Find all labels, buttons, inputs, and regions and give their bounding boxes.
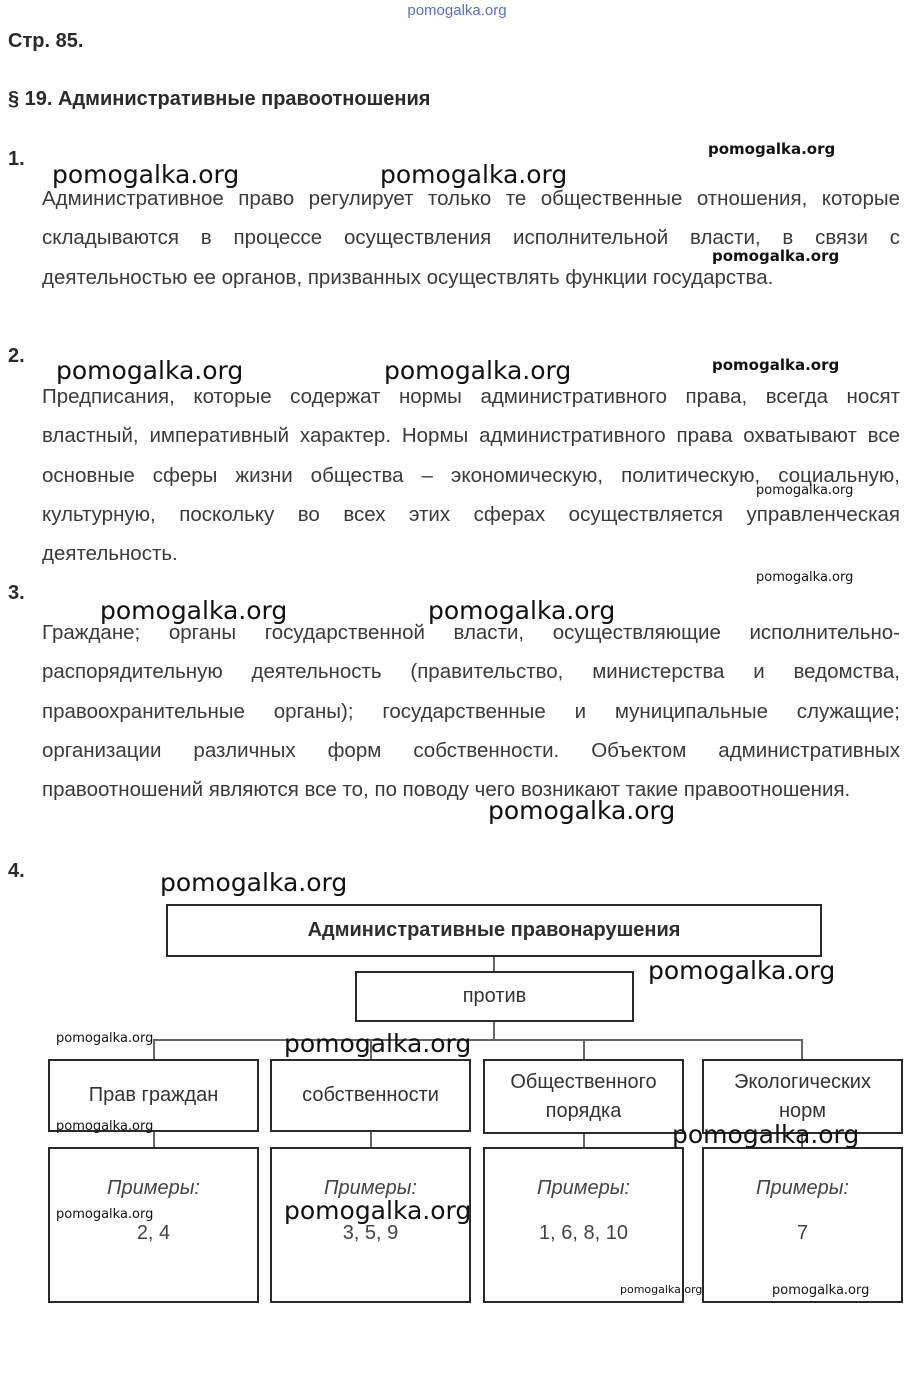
examples-value: 2, 4: [136, 1222, 171, 1244]
watermark: pomogalka.org: [380, 160, 568, 189]
examples-value: 3, 5, 9: [342, 1222, 399, 1244]
answer-number: 1.: [8, 148, 25, 170]
examples-box: [270, 1147, 471, 1303]
watermark: pomogalka.org: [428, 596, 616, 625]
watermark: pomogalka.org: [100, 596, 288, 625]
category-label: собственности: [302, 1084, 439, 1106]
connector-line: [493, 1020, 495, 1040]
category-box: [270, 1059, 471, 1132]
watermark: pomogalka.org: [56, 1207, 154, 1222]
category-label: Прав граждан: [88, 1084, 219, 1106]
examples-box: [483, 1147, 684, 1303]
watermark: pomogalka.org: [756, 570, 854, 585]
answer-number: 4.: [8, 860, 25, 882]
site-header-link[interactable]: pomogalka.org: [407, 2, 507, 19]
answer-text: Предписания, которые содержат нормы административного права, всегда носят властный, императивный характер. Нормы административного права охватывают все основные сферы жизни общества – экономическую, политическую, социальную, культурную, поскольку во всех этих сферах осуществляется управленческая деятельность.: [42, 385, 900, 566]
watermark: pomogalka.org: [672, 1120, 860, 1149]
watermark: pomogalka.org: [708, 140, 836, 158]
watermark: pomogalka.org: [772, 1283, 870, 1298]
watermark: pomogalka.org: [284, 1029, 472, 1058]
examples-label: Примеры:: [756, 1177, 849, 1199]
watermark: pomogalka.org: [56, 1119, 154, 1134]
examples-box: [702, 1147, 903, 1303]
examples-box: [48, 1147, 259, 1303]
watermark: pomogalka.org: [756, 483, 854, 498]
diagram-title: Административные правонарушения: [307, 919, 681, 941]
watermark: pomogalka.org: [384, 356, 572, 385]
watermark: pomogalka.org: [488, 796, 676, 825]
connector-line: [583, 1040, 585, 1060]
category-label: Общественного порядка: [510, 1070, 657, 1122]
category-box: [483, 1059, 684, 1134]
examples-label: Примеры:: [107, 1177, 200, 1199]
watermark: pomogalka.org: [648, 956, 836, 985]
diagram-against-box: [355, 971, 634, 1022]
connector-line: [801, 1040, 803, 1060]
examples-value: 1, 6, 8, 10: [539, 1222, 628, 1244]
watermark: pomogalka.org: [52, 160, 240, 189]
diagram-against: против: [462, 985, 527, 1007]
category-label: Экологических норм: [734, 1070, 871, 1122]
connector-line: [153, 1039, 803, 1041]
watermark: pomogalka.org: [712, 247, 840, 265]
examples-value: 7: [796, 1222, 809, 1244]
watermark: pomogalka.org: [620, 1283, 703, 1296]
answer-text: Административное право регулирует только те общественные отношения, которые складываются в процессе осуществления исполнительной власти, в связи с деятельностью ее органов, призванных осуществлять функции государства.: [42, 187, 900, 289]
watermark: pomogalka.org: [712, 356, 840, 374]
connector-line: [583, 1132, 585, 1148]
section-title: § 19. Административные правоотношения: [8, 88, 431, 110]
page-label: Стр. 85.: [8, 30, 84, 52]
answer-number: 2.: [8, 345, 25, 367]
watermark: pomogalka.org: [56, 1031, 154, 1046]
watermark: pomogalka.org: [56, 356, 244, 385]
answer-number: 3.: [8, 582, 25, 604]
diagram-title-box: [166, 904, 822, 957]
watermark: pomogalka.org: [160, 868, 348, 897]
examples-label: Примеры:: [537, 1177, 630, 1199]
examples-label: Примеры:: [324, 1177, 417, 1199]
watermark: pomogalka.org: [284, 1196, 472, 1225]
connector-line: [370, 1130, 372, 1148]
answer-text: Граждане; органы государственной власти, осуществляющие исполнительно-распорядительную деятельность (правительство, министерства и ведомства, правоохранительные органы); государственные и муниципальные служащие; организации различных форм собственности. Объектом административных правоотношений являются все то, по поводу чего возникают такие правоотношения.: [42, 621, 900, 802]
